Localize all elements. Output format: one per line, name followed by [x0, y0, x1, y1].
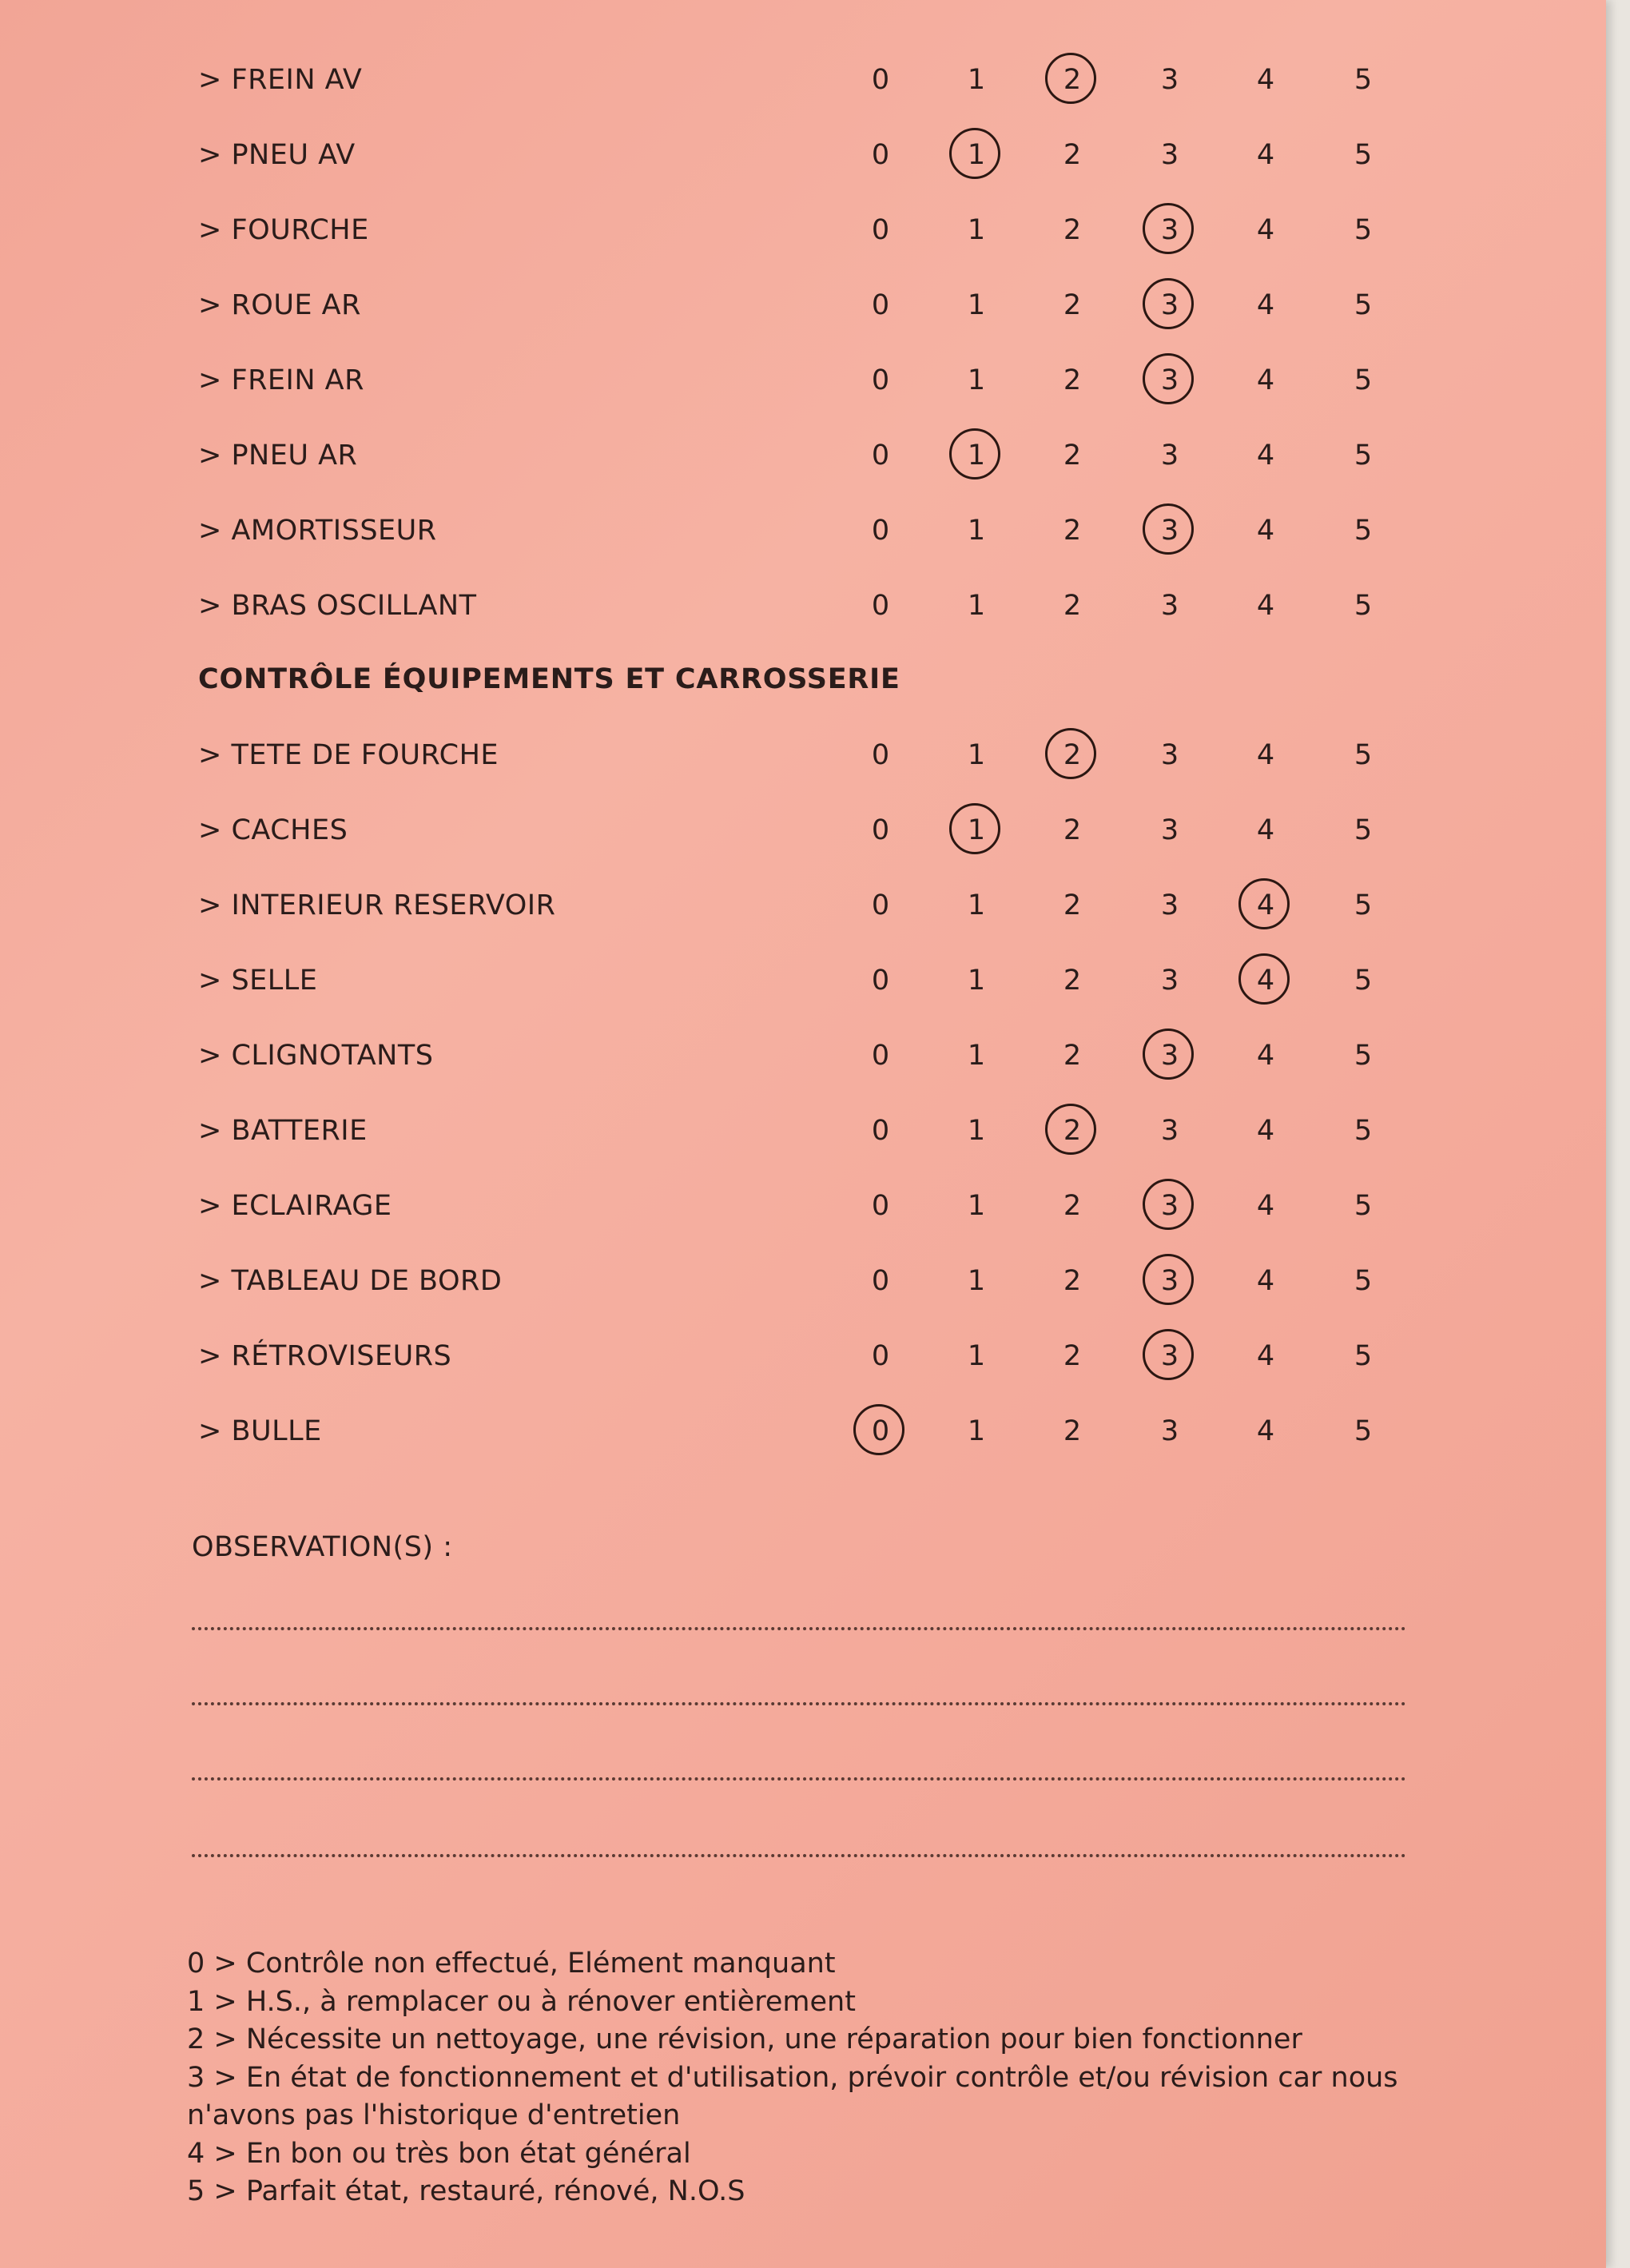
observations-label: OBSERVATION(S) : — [192, 1531, 453, 1563]
item-label: > BATTERIE — [198, 1115, 368, 1147]
score-option[interactable]: 4 — [1256, 64, 1275, 96]
score-option-circled[interactable]: 3 — [1146, 1032, 1194, 1080]
score-option-circled[interactable]: 3 — [1146, 507, 1194, 555]
score-option[interactable]: 4 — [1256, 139, 1275, 171]
score-option[interactable]: 4 — [1256, 1190, 1275, 1222]
score-option[interactable]: 4 — [1256, 364, 1275, 396]
score-option[interactable]: 5 — [1354, 814, 1373, 846]
legend-item: 2 > Nécessite un nettoyage, une révision, une réparation pour bien fonctionner — [187, 2023, 1302, 2055]
score-option[interactable]: 2 — [1063, 214, 1082, 246]
item-label: > BRAS OSCILLANT — [198, 590, 477, 622]
score-option[interactable]: 2 — [1063, 139, 1082, 171]
section-title: CONTRÔLE ÉQUIPEMENTS ET CARROSSERIE — [198, 663, 900, 695]
item-label: > CLIGNOTANTS — [198, 1040, 434, 1072]
score-option[interactable]: 0 — [871, 1340, 890, 1372]
item-label: > FOURCHE — [198, 214, 369, 246]
score-option[interactable]: 1 — [967, 1340, 986, 1372]
score-option[interactable]: 0 — [871, 965, 890, 997]
score-option[interactable]: 5 — [1354, 364, 1373, 396]
score-option[interactable]: 4 — [1256, 590, 1275, 622]
score-option[interactable]: 5 — [1354, 139, 1373, 171]
score-option-circled[interactable]: 1 — [952, 131, 1000, 179]
score-option[interactable]: 1 — [967, 364, 986, 396]
score-option[interactable]: 5 — [1354, 64, 1373, 96]
score-option-circled[interactable]: 4 — [1242, 957, 1290, 1005]
score-option[interactable]: 1 — [967, 289, 986, 321]
observation-line[interactable] — [192, 1702, 1406, 1705]
score-option-circled[interactable]: 2 — [1048, 56, 1096, 104]
checklist-row — [0, 957, 1606, 1005]
item-label: > TETE DE FOURCHE — [198, 739, 499, 771]
score-option[interactable]: 0 — [871, 1190, 890, 1222]
item-label: > PNEU AR — [198, 440, 358, 472]
score-option[interactable]: 4 — [1256, 289, 1275, 321]
score-option[interactable]: 1 — [967, 739, 986, 771]
checklist-row — [0, 1407, 1606, 1455]
score-option[interactable]: 4 — [1256, 1040, 1275, 1072]
score-option[interactable]: 5 — [1354, 1190, 1373, 1222]
score-option[interactable]: 3 — [1160, 64, 1179, 96]
score-option-circled[interactable]: 3 — [1146, 1182, 1194, 1230]
score-option[interactable]: 0 — [871, 590, 890, 622]
score-option[interactable]: 4 — [1256, 515, 1275, 547]
score-option[interactable]: 0 — [871, 739, 890, 771]
score-option[interactable]: 3 — [1160, 814, 1179, 846]
score-option[interactable]: 3 — [1160, 590, 1179, 622]
checklist-row — [0, 1332, 1606, 1380]
score-option[interactable]: 2 — [1063, 1190, 1082, 1222]
score-option[interactable]: 1 — [967, 1265, 986, 1297]
checklist-row — [0, 1182, 1606, 1230]
score-option[interactable]: 4 — [1256, 1265, 1275, 1297]
score-option-circled[interactable]: 1 — [952, 432, 1000, 479]
score-option[interactable]: 5 — [1354, 965, 1373, 997]
score-option[interactable]: 2 — [1063, 965, 1082, 997]
score-option[interactable]: 5 — [1354, 1340, 1373, 1372]
item-label: > ECLAIRAGE — [198, 1190, 392, 1222]
checklist-row — [0, 356, 1606, 404]
score-option[interactable]: 4 — [1256, 214, 1275, 246]
score-option-circled[interactable]: 2 — [1048, 1107, 1096, 1155]
score-option[interactable]: 3 — [1160, 1415, 1179, 1447]
legend-item: 0 > Contrôle non effectué, Elément manquant — [187, 1948, 836, 1980]
checklist-row — [0, 432, 1606, 479]
legend-item: 5 > Parfait état, restauré, rénové, N.O.S — [187, 2175, 745, 2207]
score-option[interactable]: 5 — [1354, 515, 1373, 547]
score-option[interactable]: 3 — [1160, 1115, 1179, 1147]
score-option[interactable]: 0 — [871, 364, 890, 396]
checklist-row — [0, 507, 1606, 555]
score-option[interactable]: 4 — [1256, 739, 1275, 771]
score-option[interactable]: 1 — [967, 64, 986, 96]
score-option[interactable]: 3 — [1160, 739, 1179, 771]
score-option[interactable]: 3 — [1160, 889, 1179, 921]
score-option[interactable]: 1 — [967, 1115, 986, 1147]
checklist-row — [0, 56, 1606, 104]
score-option[interactable]: 5 — [1354, 739, 1373, 771]
score-option[interactable]: 4 — [1256, 1340, 1275, 1372]
score-option[interactable]: 0 — [871, 440, 890, 472]
score-option[interactable]: 0 — [871, 214, 890, 246]
score-option[interactable]: 1 — [967, 515, 986, 547]
score-option[interactable]: 2 — [1063, 515, 1082, 547]
checklist-row — [0, 582, 1606, 630]
score-option[interactable]: 5 — [1354, 1265, 1373, 1297]
score-option[interactable]: 5 — [1354, 289, 1373, 321]
score-option[interactable]: 1 — [967, 1040, 986, 1072]
score-option[interactable]: 2 — [1063, 889, 1082, 921]
score-option[interactable]: 2 — [1063, 1040, 1082, 1072]
item-label: > AMORTISSEUR — [198, 515, 437, 547]
score-option[interactable]: 1 — [967, 590, 986, 622]
score-option[interactable]: 0 — [871, 289, 890, 321]
score-option[interactable]: 5 — [1354, 440, 1373, 472]
score-option-circled[interactable]: 2 — [1048, 731, 1096, 779]
score-option[interactable]: 5 — [1354, 214, 1373, 246]
item-label: > FREIN AV — [198, 64, 363, 96]
score-option[interactable]: 1 — [967, 965, 986, 997]
score-option[interactable]: 5 — [1354, 1040, 1373, 1072]
checklist-row — [0, 1107, 1606, 1155]
checklist-row — [0, 1257, 1606, 1305]
checklist-row — [0, 131, 1606, 179]
score-option[interactable]: 5 — [1354, 1415, 1373, 1447]
legend-item: 1 > H.S., à remplacer ou à rénover entièrement — [187, 1985, 856, 2018]
score-option-circled[interactable]: 3 — [1146, 281, 1194, 329]
score-option[interactable]: 0 — [871, 889, 890, 921]
item-label: > BULLE — [198, 1415, 322, 1447]
score-option[interactable]: 5 — [1354, 590, 1373, 622]
checklist-row — [0, 731, 1606, 779]
item-label: > CACHES — [198, 814, 348, 846]
score-option[interactable]: 4 — [1256, 440, 1275, 472]
score-option[interactable]: 3 — [1160, 965, 1179, 997]
score-option[interactable]: 2 — [1063, 364, 1082, 396]
score-option[interactable]: 2 — [1063, 289, 1082, 321]
checklist-row — [0, 806, 1606, 854]
score-option-circled[interactable]: 3 — [1146, 1257, 1194, 1305]
score-option[interactable]: 5 — [1354, 889, 1373, 921]
score-option[interactable]: 1 — [967, 1190, 986, 1222]
score-option-circled[interactable]: 3 — [1146, 206, 1194, 254]
score-option-circled[interactable]: 1 — [952, 806, 1000, 854]
item-label: > TABLEAU DE BORD — [198, 1265, 503, 1297]
checklist-row — [0, 281, 1606, 329]
item-label: > ROUE AR — [198, 289, 361, 321]
score-option[interactable]: 3 — [1160, 440, 1179, 472]
score-option-circled[interactable]: 3 — [1146, 356, 1194, 404]
score-option[interactable]: 2 — [1063, 1415, 1082, 1447]
score-option[interactable]: 1 — [967, 1415, 986, 1447]
score-option[interactable]: 2 — [1063, 814, 1082, 846]
checklist-row — [0, 881, 1606, 929]
item-label: > INTERIEUR RESERVOIR — [198, 889, 556, 921]
item-label: > PNEU AV — [198, 139, 356, 171]
item-label: > SELLE — [198, 965, 318, 997]
score-option[interactable]: 4 — [1256, 814, 1275, 846]
item-label: > FREIN AR — [198, 364, 364, 396]
score-option[interactable]: 0 — [871, 1265, 890, 1297]
observation-line[interactable] — [192, 1777, 1406, 1781]
score-option[interactable]: 4 — [1256, 1415, 1275, 1447]
legend-item: 3 > En état de fonctionnement et d'utilisation, prévoir contrôle et/ou révision car nous n'avons pas l'historique d'entretien — [187, 2061, 1398, 2131]
checklist-row — [0, 1032, 1606, 1080]
score-option[interactable]: 3 — [1160, 139, 1179, 171]
score-option[interactable]: 0 — [871, 1115, 890, 1147]
score-option[interactable]: 1 — [967, 214, 986, 246]
score-option-circled[interactable]: 4 — [1242, 881, 1290, 929]
score-option-circled[interactable]: 3 — [1146, 1332, 1194, 1380]
score-option[interactable]: 0 — [871, 814, 890, 846]
score-option[interactable]: 0 — [871, 139, 890, 171]
score-option[interactable]: 2 — [1063, 1340, 1082, 1372]
observation-line[interactable] — [192, 1627, 1406, 1630]
score-option[interactable]: 5 — [1354, 1115, 1373, 1147]
score-option[interactable]: 2 — [1063, 440, 1082, 472]
score-option[interactable]: 0 — [871, 515, 890, 547]
item-label: > RÉTROVISEURS — [198, 1340, 452, 1372]
score-option[interactable]: 2 — [1063, 1265, 1082, 1297]
checklist-row — [0, 206, 1606, 254]
legend-item: 4 > En bon ou très bon état général — [187, 2137, 691, 2170]
score-option[interactable]: 0 — [871, 1040, 890, 1072]
rating-legend — [187, 1945, 1433, 2211]
observation-line[interactable] — [192, 1854, 1406, 1857]
score-option[interactable]: 0 — [871, 64, 890, 96]
score-option[interactable]: 2 — [1063, 590, 1082, 622]
score-option[interactable]: 1 — [967, 889, 986, 921]
score-option-circled[interactable]: 0 — [857, 1407, 904, 1455]
score-option[interactable]: 4 — [1256, 1115, 1275, 1147]
